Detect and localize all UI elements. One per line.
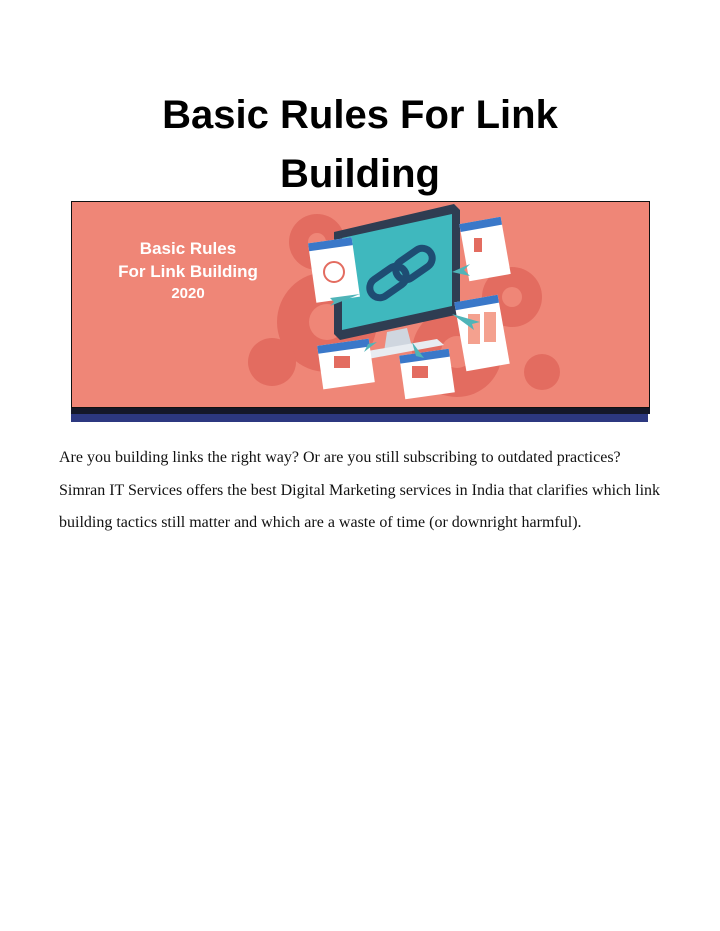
- body-paragraph: Are you building links the right way? Or are you still subscribing to outdated practices? Simran IT Services offers the best Digital Marketing services in India that clarifies which link building tactics still matter and which are a waste of time (or downright harmful).: [59, 449, 661, 531]
- banner-image: [71, 201, 650, 408]
- webpage-card-bottom-left: [317, 339, 375, 390]
- page-title: [0, 86, 720, 204]
- banner-accent-bar: [71, 414, 648, 422]
- banner-heading-line-3: 2020: [171, 285, 205, 302]
- banner-illustration: [72, 202, 649, 407]
- title-line-2: Building: [280, 152, 440, 196]
- banner-heading-line-1: Basic Rules: [139, 239, 237, 258]
- webpage-card-top-left: [308, 237, 360, 303]
- banner-heading-line-2: For Link Building: [118, 262, 258, 281]
- banner-figure: [71, 201, 650, 422]
- title-line-1: Basic Rules For Link: [162, 93, 558, 137]
- webpage-card-bottom-middle: [399, 349, 455, 400]
